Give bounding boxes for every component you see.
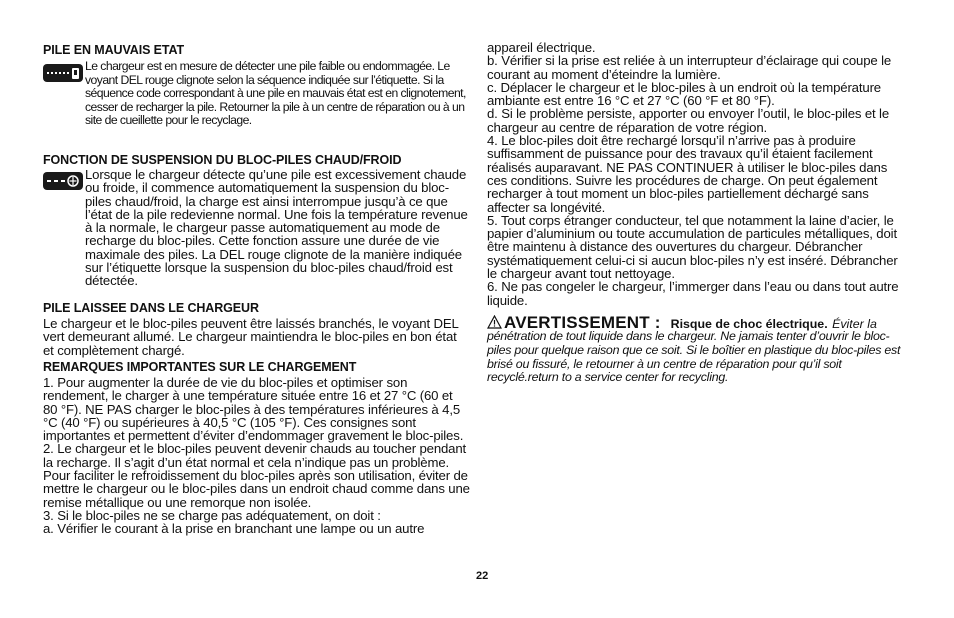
section-body-important-notes: 1. Pour augmenter la durée de vie du bloc-piles et optimiser son rendement, le charger à une température située entre 16 et 27 °C (60 et 80 °F). NE PAS charger le bloc-piles à des températures inférieures à 4,5 °C (40 °F) ou supérieures à 40,5 °C (105 °F). Ces consignes sont importantes et permettent d’éviter d’endommager gravement le bloc-piles. 2. Le chargeur et le bloc-piles peuvent devenir chauds au toucher pendant la recharge. Il s’agit d’un état normal et cela n’indique pas un problème. Pour faciliter le refroidissement du bloc-piles après son utilisation, éviter de mettre le chargeur ou le bloc-piles dans un endroit chaud comme dans une remise métallique ou une remorque non isolée. 3. Si le bloc-piles ne se charge pas adéquatement, on doit : a. Vérifier le courant à la prise en branchant une lampe ou un autre xyxy=(43,375,470,537)
warning-body: pénétration de tout liquide dans le chargeur. Ne jamais tenter d’ouvrir le bloc-piles pour quelque raison que ce soit. Si le boîtier en plastique du bloc-piles est brisé ou fissuré, le retourner à un centre de réparation pour qu’il soit recyclé.return to a service center for recycling. xyxy=(487,329,901,385)
continued-notes: appareil électrique. b. Vérifier si la prise est reliée à un interrupteur d’éclairage qui coupe le courant au moment d’éteindre la lumière. c. Déplacer le chargeur et le bloc-piles à un endroit où la température ambiante est entre 16 °C et 27 °C (60 °F et 80 °F). d. Si le problème persiste, apporter ou envoyer l’outil, le bloc-piles et le chargeur au centre de réparation de votre région. 4. Le bloc-piles doit être rechargé lorsqu’il n’arrive pas à produire suffisamment de puissance pour des travaux qu’il étaient facilement réalisés auparavant. NE PAS CONTINUER à utiliser le bloc-piles dans ces conditions. Suivre les procédures de charge. On peut également recharger à tout moment un bloc-piles partiellement déchargé sans affecter sa longévité. 5. Tout corps étranger conducteur, tel que notamment la laine d’acier, le papier d’aluminium ou toute accumulation de particules métalliques, doit être maintenu à distance des ouvertures du chargeur. Débrancher systématiquement celui-ci si aucun bloc-piles n’y est inséré. Débrancher le chargeur avant tout nettoyage. 6. Ne pas congeler le chargeur, l’immerger dans l’eau ou dans tout autre liquide. xyxy=(487,40,899,308)
section-heading-important-notes: REMARQUES IMPORTANTES SUR LE CHARGEMENT xyxy=(43,360,357,374)
page-number: 22 xyxy=(476,570,489,582)
section-heading-hot-cold: FONCTION DE SUSPENSION DU BLOC-PILES CHAUD/FROID xyxy=(43,153,402,167)
battery-bad-led-icon xyxy=(43,64,83,82)
section-body-bad-battery: Le chargeur est en mesure de détecter une pile faible ou endommagée. Le voyant DEL rouge clignote selon la séquence indiquée sur l’étiquette. Si la séquence code correspondant à une pile en mauvais état est en clignotement, cesser de recharger la pile. Retourner la pile à un centre de réparation ou à un site de cueillette pour le recyclage. xyxy=(85,59,466,128)
hot-cold-delay-icon xyxy=(43,172,83,190)
warning-title: AVERTISSEMENT : xyxy=(504,313,661,332)
warning-subtitle: Risque de choc électrique. xyxy=(670,317,828,331)
section-body-hot-cold: Lorsque le chargeur détecte qu’une pile est excessivement chaude ou froide, il commence automatiquement la suspension du bloc-piles chaud/froid, la charge est ainsi interrompue jusqu’à ce que l’état de la pile redevienne normal. Une fois la température revenue à la normale, le chargeur passe automatiquement au mode de recharge du bloc-piles. Cette fonction assure une durée de vie maximale des piles. La DEL rouge clignote de la manière indiquée sur l’étiquette lorsque la suspension du bloc-piles chaud/froid est détectée. xyxy=(85,167,468,289)
section-heading-bad-battery: PILE EN MAUVAIS ETAT xyxy=(43,43,185,57)
warning-first-words: Éviter la xyxy=(832,317,877,331)
section-heading-pack-left: PILE LAISSEE DANS LE CHARGEUR xyxy=(43,301,259,315)
section-body-pack-left: Le chargeur et le bloc-piles peuvent être laissés branchés, le voyant DEL vert demeurant allumé. Le chargeur maintiendra le bloc-piles en bon état et complètement chargé. xyxy=(43,316,459,358)
